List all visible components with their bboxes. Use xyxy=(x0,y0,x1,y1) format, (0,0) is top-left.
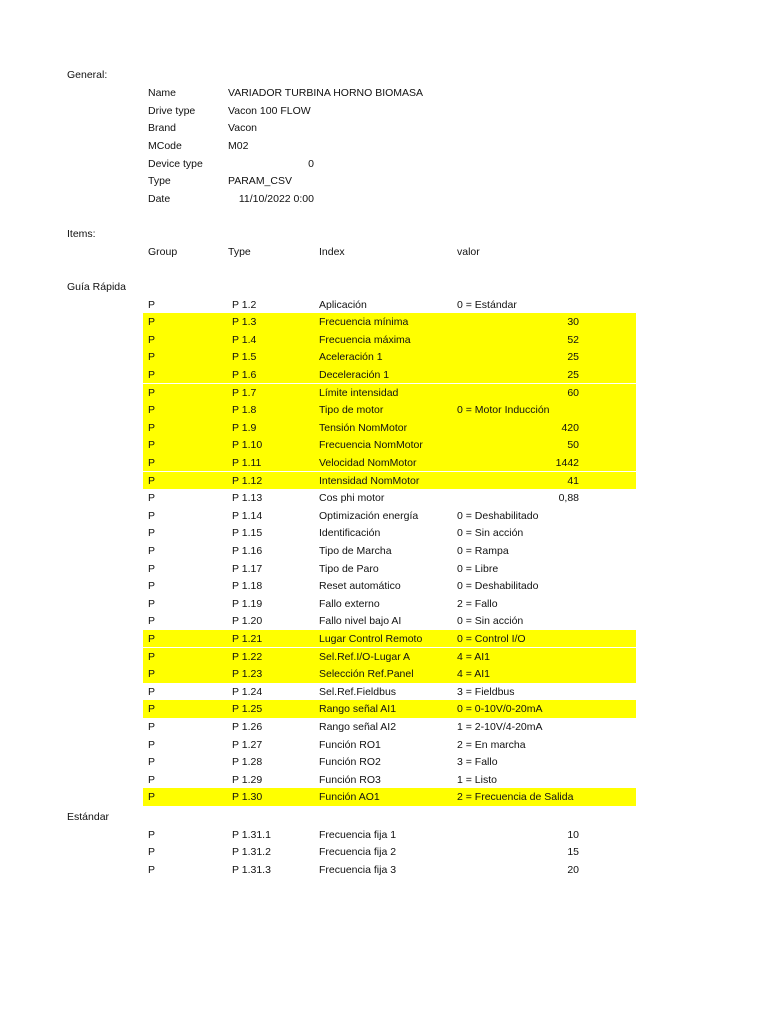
cell-group: P xyxy=(148,333,156,346)
cell-type: P 1.19 xyxy=(232,597,263,610)
cell-valor: 420 xyxy=(561,421,579,434)
field-value-device-type: 0 xyxy=(308,158,314,170)
table-row xyxy=(143,507,636,525)
header-type: Type xyxy=(228,246,251,258)
cell-index: Reset automático xyxy=(319,580,401,593)
cell-group: P xyxy=(148,828,156,841)
cell-type: P 1.26 xyxy=(232,720,263,733)
header-index: Index xyxy=(319,246,345,258)
cell-index: Cos phi motor xyxy=(319,492,385,505)
cell-type: P 1.22 xyxy=(232,650,263,663)
table-row xyxy=(143,700,636,718)
cell-type: P 1.5 xyxy=(232,351,257,364)
cell-index: Frecuencia fija 2 xyxy=(319,846,397,859)
cell-valor: 2 = Frecuencia de Salida xyxy=(457,791,574,804)
cell-type: P 1.10 xyxy=(232,439,263,452)
cell-index: Función RO3 xyxy=(319,773,381,786)
cell-index: Función RO1 xyxy=(319,738,381,751)
cell-valor: 4 = AI1 xyxy=(457,668,490,681)
cell-group: P xyxy=(148,351,156,364)
table-row xyxy=(143,861,636,879)
table-row xyxy=(143,753,636,771)
cell-valor: 3 = Fieldbus xyxy=(457,685,515,698)
cell-type: P 1.7 xyxy=(232,386,257,399)
field-value-mcode: M02 xyxy=(228,140,249,152)
cell-valor: 10 xyxy=(567,828,579,841)
cell-group: P xyxy=(148,615,156,628)
table-row xyxy=(143,366,636,384)
cell-index: Tensión NomMotor xyxy=(319,421,408,434)
cell-type: P 1.8 xyxy=(232,404,257,417)
table-row xyxy=(143,454,636,472)
cell-type: P 1.28 xyxy=(232,756,263,769)
cell-valor: 0 = Deshabilitado xyxy=(457,509,539,522)
table-row xyxy=(143,826,636,844)
table-row xyxy=(143,665,636,683)
cell-type: P 1.12 xyxy=(232,474,263,487)
cell-type: P 1.9 xyxy=(232,421,257,434)
field-label-date: Date xyxy=(148,193,171,205)
cell-index: Fallo externo xyxy=(319,597,380,610)
cell-valor: 1442 xyxy=(555,456,579,469)
cell-index: Frecuencia NomMotor xyxy=(319,439,423,452)
cell-valor: 1 = 2-10V/4-20mA xyxy=(457,720,543,733)
cell-group: P xyxy=(148,720,156,733)
cell-group: P xyxy=(148,756,156,769)
cell-index: Velocidad NomMotor xyxy=(319,456,417,469)
cell-group: P xyxy=(148,298,156,311)
cell-valor: 41 xyxy=(567,474,579,487)
cell-type: P 1.16 xyxy=(232,544,263,557)
table-row xyxy=(143,436,636,454)
table-row xyxy=(143,348,636,366)
table-row xyxy=(143,384,636,402)
cell-group: P xyxy=(148,650,156,663)
cell-group: P xyxy=(148,685,156,698)
cell-valor: 2 = En marcha xyxy=(457,738,526,751)
cell-group: P xyxy=(148,474,156,487)
table-row xyxy=(143,419,636,437)
table-row xyxy=(143,612,636,630)
cell-valor: 0 = Sin acción xyxy=(457,527,524,540)
table-row xyxy=(143,736,636,754)
cell-valor: 0 = Rampa xyxy=(457,544,509,557)
cell-group: P xyxy=(148,456,156,469)
field-value-brand: Vacon xyxy=(228,122,257,134)
cell-type: P 1.29 xyxy=(232,773,263,786)
cell-index: Función AO1 xyxy=(319,791,380,804)
cell-index: Rango señal AI2 xyxy=(319,720,397,733)
field-label-mcode: MCode xyxy=(148,140,182,152)
cell-group: P xyxy=(148,368,156,381)
cell-group: P xyxy=(148,773,156,786)
cell-index: Límite intensidad xyxy=(319,386,399,399)
cell-index: Frecuencia fija 1 xyxy=(319,828,397,841)
cell-type: P 1.14 xyxy=(232,509,263,522)
cell-group: P xyxy=(148,562,156,575)
cell-index: Función RO2 xyxy=(319,756,381,769)
table-row xyxy=(143,313,636,331)
field-label-name: Name xyxy=(148,87,177,99)
table-row xyxy=(143,788,636,806)
cell-group: P xyxy=(148,421,156,434)
cell-group: P xyxy=(148,316,156,329)
cell-index: Tipo de motor xyxy=(319,404,384,417)
cell-index: Rango señal AI1 xyxy=(319,703,397,716)
cell-group: P xyxy=(148,668,156,681)
cell-group: P xyxy=(148,703,156,716)
cell-group: P xyxy=(148,791,156,804)
cell-type: P 1.2 xyxy=(232,298,257,311)
table-row xyxy=(143,560,636,578)
cell-group: P xyxy=(148,527,156,540)
table-row xyxy=(143,542,636,560)
cell-group: P xyxy=(148,580,156,593)
cell-index: Frecuencia máxima xyxy=(319,333,411,346)
cell-valor: 0,88 xyxy=(558,492,579,505)
table-row xyxy=(143,718,636,736)
cell-type: P 1.21 xyxy=(232,632,263,645)
cell-type: P 1.31.1 xyxy=(232,828,271,841)
table-row xyxy=(143,296,636,314)
cell-group: P xyxy=(148,492,156,505)
cell-valor: 60 xyxy=(567,386,579,399)
cell-type: P 1.20 xyxy=(232,615,263,628)
field-label-type: Type xyxy=(148,175,171,187)
cell-valor: 15 xyxy=(567,846,579,859)
header-group: Group xyxy=(148,246,178,258)
cell-group: P xyxy=(148,738,156,751)
cell-type: P 1.27 xyxy=(232,738,263,751)
table-row xyxy=(143,683,636,701)
cell-valor: 1 = Listo xyxy=(457,773,497,786)
field-value-date: 11/10/2022 0:00 xyxy=(238,193,314,205)
cell-index: Deceleración 1 xyxy=(319,368,390,381)
cell-valor: 20 xyxy=(567,863,579,876)
cell-type: P 1.30 xyxy=(232,791,263,804)
cell-type: P 1.25 xyxy=(232,703,263,716)
table-row xyxy=(143,401,636,419)
cell-group: P xyxy=(148,544,156,557)
general-heading: General: xyxy=(67,69,108,81)
cell-valor: 50 xyxy=(567,439,579,452)
cell-type: P 1.4 xyxy=(232,333,257,346)
cell-index: Aceleración 1 xyxy=(319,351,383,364)
cell-valor: 0 = Motor Inducción xyxy=(457,404,550,417)
header-valor: valor xyxy=(457,246,480,258)
cell-type: P 1.24 xyxy=(232,685,263,698)
cell-valor: 0 = 0-10V/0-20mA xyxy=(457,703,543,716)
cell-valor: 25 xyxy=(567,368,579,381)
cell-valor: 3 = Fallo xyxy=(457,756,498,769)
cell-valor: 52 xyxy=(567,333,579,346)
cell-index: Frecuencia fija 3 xyxy=(319,863,397,876)
cell-type: P 1.23 xyxy=(232,668,263,681)
cell-type: P 1.17 xyxy=(232,562,263,575)
cell-index: Intensidad NomMotor xyxy=(319,474,420,487)
cell-group: P xyxy=(148,846,156,859)
cell-index: Frecuencia mínima xyxy=(319,316,409,329)
cell-group: P xyxy=(148,404,156,417)
section-title-guia-rapida: Guía Rápida xyxy=(67,281,126,293)
cell-index: Identificación xyxy=(319,527,381,540)
cell-group: P xyxy=(148,632,156,645)
cell-valor: 30 xyxy=(567,316,579,329)
cell-type: P 1.11 xyxy=(232,456,262,469)
cell-index: Lugar Control Remoto xyxy=(319,632,423,645)
cell-index: Sel.Ref.Fieldbus xyxy=(319,685,397,698)
cell-group: P xyxy=(148,386,156,399)
table-row xyxy=(143,524,636,542)
cell-type: P 1.18 xyxy=(232,580,263,593)
cell-index: Sel.Ref.I/O-Lugar A xyxy=(319,650,411,663)
cell-type: P 1.31.2 xyxy=(232,846,271,859)
table-row xyxy=(143,630,636,648)
cell-valor: 2 = Fallo xyxy=(457,597,498,610)
cell-group: P xyxy=(148,439,156,452)
cell-index: Fallo nivel bajo AI xyxy=(319,615,402,628)
cell-type: P 1.13 xyxy=(232,492,263,505)
table-row xyxy=(143,331,636,349)
cell-group: P xyxy=(148,509,156,522)
table-row xyxy=(143,472,636,490)
items-heading: Items: xyxy=(67,228,96,240)
table-row xyxy=(143,648,636,666)
cell-type: P 1.15 xyxy=(232,527,263,540)
table-row xyxy=(143,843,636,861)
cell-group: P xyxy=(148,597,156,610)
table-row xyxy=(143,771,636,789)
cell-group: P xyxy=(148,863,156,876)
cell-index: Selección Ref.Panel xyxy=(319,668,414,681)
field-label-drive-type: Drive type xyxy=(148,105,196,117)
cell-valor: 0 = Sin acción xyxy=(457,615,524,628)
field-value-drive-type: Vacon 100 FLOW xyxy=(228,105,311,117)
cell-type: P 1.3 xyxy=(232,316,257,329)
cell-index: Tipo de Paro xyxy=(319,562,379,575)
cell-index: Tipo de Marcha xyxy=(319,544,392,557)
cell-valor: 0 = Control I/O xyxy=(457,632,526,645)
cell-valor: 0 = Libre xyxy=(457,562,499,575)
table-row xyxy=(143,595,636,613)
cell-type: P 1.6 xyxy=(232,368,257,381)
field-value-name: VARIADOR TURBINA HORNO BIOMASA xyxy=(228,87,424,99)
cell-index: Optimización energía xyxy=(319,509,419,522)
cell-valor: 0 = Deshabilitado xyxy=(457,580,539,593)
field-label-brand: Brand xyxy=(148,122,177,134)
cell-valor: 4 = AI1 xyxy=(457,650,490,663)
field-value-type: PARAM_CSV xyxy=(228,175,292,187)
table-row xyxy=(143,489,636,507)
section-title-estandar: Estándar xyxy=(67,811,110,823)
cell-valor: 0 = Estándar xyxy=(457,298,517,311)
cell-type: P 1.31.3 xyxy=(232,863,271,876)
table-row xyxy=(143,577,636,595)
cell-index: Aplicación xyxy=(319,298,367,311)
field-label-device-type: Device type xyxy=(148,158,203,170)
cell-valor: 25 xyxy=(567,351,579,364)
